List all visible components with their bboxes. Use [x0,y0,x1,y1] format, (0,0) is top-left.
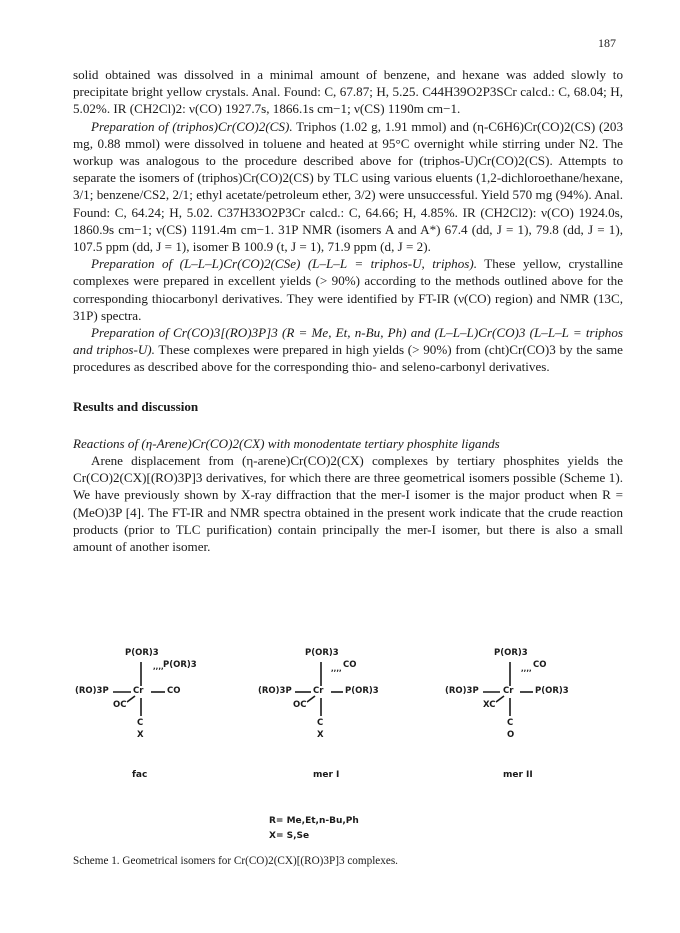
page-number: 187 [598,36,616,50]
label-mer-i: mer I [313,770,340,780]
scheme-caption: Scheme 1. Geometrical isomers for Cr(CO)2(CX)[(RO)3P]3 complexes. [73,855,398,867]
subheading-triphos-cs: Preparation of (triphos)Cr(CO)2(CS). [91,118,293,134]
scheme-1 [73,640,623,840]
x-definition: X= S,Se [269,831,310,841]
paragraph-arene-displacement: Arene displacement from (η-arene)Cr(CO)2(CX) complexes by tertiary phosphites yields the Cr(CO)2(CX)[(RO)3P]3 derivatives, for which there are three geometrical isomers possible (Scheme 1). We have previously shown by X-ray diffraction that the mer-I isomer is the major product when R = (MeO)3P [4]. The FT-IR and NMR spectra obtained in the present work indicate that the crude reaction products (prior to TLC purification) contain principally the mer-I isomer, but there is also a small amount of another isomer. [73,453,623,555]
paragraph-co3: Preparation of Cr(CO)3[(RO)3P]3 (R = Me, Et, n-Bu, Ph) and (L–L–L)Cr(CO)3 (L–L–L = triphos and triphos-U). These complexes were prepared in high yields (> 90%) from (cht)Cr(CO)3 by the same procedures as described above for the corresponding thio- and seleno-carbonyl derivatives. [73,325,623,375]
r-definition: R= Me,Et,n-Bu,Ph [269,816,359,826]
subheading-co3: Preparation of Cr(CO)3[(RO)3P]3 (R = Me, Et, n-Bu, Ph) and (L–L–L)Cr(CO)3 (L–L–L = triphos and triphos-U). [73,325,623,358]
isomer-mer-i: P(OR)3 ,,,, CO (RO)3P Cr P(OR)3 OC C X [258,648,379,740]
isomer-mer-ii: P(OR)3 ,,,, CO (RO)3P Cr P(OR)3 XC C O [445,648,569,740]
label-mer-ii: mer II [503,770,533,780]
paragraph-cse: Preparation of (L–L–L)Cr(CO)2(CSe) (L–L–L = triphos-U, triphos). These yellow, crystalline complexes were prepared in excellent yields (> 90%) according to the methods outlined above for the corresponding thiocarbonyl derivatives. They were identified by FT-IR (ν(CO) region) and NMR (13C, 31P) spectra. [73,256,623,323]
article-body [73,66,623,555]
subheading-cse: Preparation of (L–L–L)Cr(CO)2(CSe) (L–L–L = triphos-U, triphos). [91,256,478,272]
paragraph-crystals: solid obtained was dissolved in a minimal amount of benzene, and hexane was added slowly to precipitate bright yellow crystals. Anal. Found: C, 67.87; H, 5.25. C44H39O2P3SCr calcd.: C, 68.04; H, 5.02%. IR (CH2Cl)2: ν(CO) 1927.7s, 1866.1s cm−1; ν(CS) 1190m cm−1. [73,67,623,117]
paragraph-triphos-cs: Preparation of (triphos)Cr(CO)2(CS). Triphos (1.02 g, 1.91 mmol) and (η-C6H6)Cr(CO)2(CS) (203 mg, 0.88 mmol) were dissolved in toluene and heated at 95°C overnight while stirring under N2. The workup was analogous to the procedure described above for (triphos-U)Cr(CO)2(CS). Attempts to separate the isomers of (triphos)Cr(CO)2(CS) by TLC using various eluents (1,2-dichloroethane/hexane, 3/1; benzene/CS2, 2/1; ethyl acetate/petroleum ether, 3/2) were unsuccessful. Yield 570 mg (94%). Anal. Found: C, 64.24; H, 5.02. C37H33O2P3Cr calcd.: C, 64.66; H, 4.85%. IR (CH2Cl2): ν(CO) 1924.0s, 1860.9s cm−1; ν(CS) 1191.4m cm−1. 31P NMR (isomers A and A*) 67.4 (dd, J = 1), 79.8 (dd, J = 1), 107.5 ppm (dd, J = 1), isomer B 100.9 (t, J = 1), 71.9 ppm (d, J = 2). [73,118,623,255]
section-heading-results: Results and discussion [73,398,199,414]
subsection-title-reactions: Reactions of (η-Arene)Cr(CO)2(CX) with monodentate tertiary phosphite ligands [73,435,500,451]
label-fac: fac [132,770,148,780]
isomer-fac: P(OR)3 ,,,, P(OR)3 (RO)3P Cr CO OC C X [75,648,197,740]
